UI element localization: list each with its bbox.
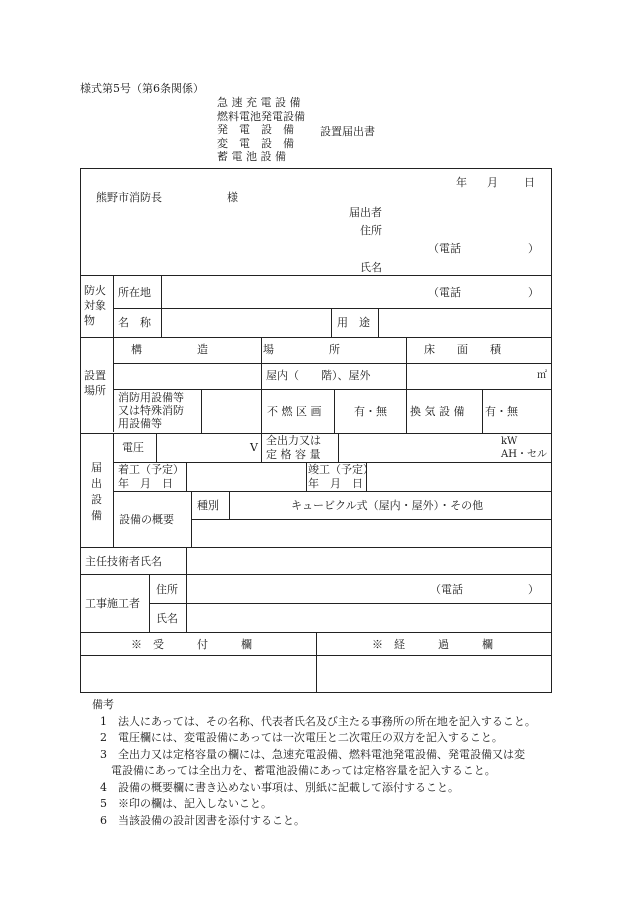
completion-date-label-2: 年 月 日 xyxy=(308,477,363,490)
row-divider xyxy=(113,308,551,309)
addressee: 熊野市消防長 xyxy=(96,191,162,204)
column-divider xyxy=(316,632,317,692)
notifier-phone-label: （電話 xyxy=(428,242,461,255)
column-divider xyxy=(113,433,114,547)
ah-cell-unit: AH・セル xyxy=(501,449,547,460)
equipment-section-2: 出 xyxy=(91,477,102,490)
form-number: 様式第5号（第6条関係） xyxy=(80,82,204,95)
column-divider xyxy=(149,574,150,632)
fireproof-yes-no: 有・無 xyxy=(354,405,387,418)
column-divider xyxy=(261,433,262,462)
column-divider xyxy=(201,389,202,433)
remark-item: 6 当該設備の設計図書を添付すること。 xyxy=(100,813,305,827)
fire-target-section-1: 防火 xyxy=(84,284,106,297)
column-divider xyxy=(378,308,379,337)
equipment-type-list xyxy=(217,96,305,164)
location-label: 所在地 xyxy=(118,286,151,299)
notifier-address-label: 住所 xyxy=(360,224,382,237)
remarks xyxy=(92,697,536,829)
column-divider xyxy=(331,308,332,337)
date-day-label: 日 xyxy=(524,176,535,189)
equipment-type: 急 速 充 電 設 備 xyxy=(217,96,301,109)
row-divider xyxy=(191,519,551,520)
remark-item-continued: 電設備にあっては全出力を、蓄電池設備にあっては定格容量を記入すること。 xyxy=(100,764,496,777)
place-header: 場 所 xyxy=(263,343,340,356)
structure-header: 構 造 xyxy=(131,343,208,356)
equipment-type: 発 電 設 備 xyxy=(217,123,294,136)
equipment-section-4: 備 xyxy=(91,509,102,522)
column-divider xyxy=(186,462,187,491)
contractor-section: 工事施工者 xyxy=(85,597,140,610)
output-label-line-2: 定 格 容 量 xyxy=(266,448,321,461)
contractor-phone-label: （電話 xyxy=(430,583,463,596)
column-divider xyxy=(406,337,407,389)
location-phone-close: ） xyxy=(528,286,539,299)
fire-equipment-line-2: 又は特殊消防 xyxy=(118,404,184,417)
equipment-type: 蓄 電 池 設 備 xyxy=(217,150,286,163)
notifier-phone-close: ） xyxy=(528,242,539,255)
equipment-type: 燃料電池発電設備 xyxy=(217,109,305,123)
completion-date-label-1: 竣工（予定） xyxy=(308,463,374,476)
contractor-address-label: 住所 xyxy=(156,583,178,596)
fire-target-section-3: 物 xyxy=(84,314,95,327)
remark-item: 1 法人にあっては、その名称、代表者氏名及び主たる事務所の所在地を記入すること。 xyxy=(100,714,536,728)
date-month-label: 月 xyxy=(487,176,498,189)
notification-form-table xyxy=(80,168,552,693)
fireproof-label: 不 燃 区 画 xyxy=(267,405,322,418)
contractor-name-label: 氏名 xyxy=(156,612,178,625)
notifier-name-label: 氏名 xyxy=(360,261,382,274)
contractor-phone-close: ） xyxy=(528,583,539,596)
remark-item: 2 電圧欄には、変電設備にあっては一次電圧と二次電圧の双方を記入すること。 xyxy=(100,731,503,744)
column-divider xyxy=(229,491,230,519)
installation-section-1: 設置 xyxy=(84,369,106,382)
reception-column-label: ※ 受 付 欄 xyxy=(131,638,252,651)
column-divider xyxy=(306,462,307,491)
indoor-outdoor: 屋内（ 階）、屋外 xyxy=(266,369,371,382)
row-divider xyxy=(81,275,551,276)
chief-engineer-label: 主任技術者氏名 xyxy=(85,555,162,568)
remark-item: 4 設備の概要欄に書き込めない事項は、別紙に記載して添付すること。 xyxy=(100,780,459,794)
fire-equipment-line-1: 消防用設備等 xyxy=(118,391,184,404)
type-options: キュービクル式（屋内・屋外）・その他 xyxy=(291,499,484,512)
type-label: 種別 xyxy=(197,499,219,512)
start-date-label-2: 年 月 日 xyxy=(118,477,173,490)
square-meter-unit: ㎡ xyxy=(537,370,547,381)
row-divider xyxy=(113,491,551,492)
column-divider xyxy=(161,275,162,337)
column-divider xyxy=(186,574,187,632)
location-phone-label: （電話 xyxy=(428,286,461,299)
progress-column-label: ※ 経 過 欄 xyxy=(372,638,493,651)
ventilation-yes-no: 有・無 xyxy=(485,405,518,418)
column-divider xyxy=(186,547,187,574)
row-divider xyxy=(149,603,551,604)
use-label: 用 途 xyxy=(337,316,370,329)
remarks-title: 備考 xyxy=(92,698,114,711)
volt-unit: V xyxy=(250,441,258,454)
kw-unit: kW xyxy=(501,436,518,447)
document-title: 設置届出書 xyxy=(320,125,375,138)
column-divider xyxy=(261,337,262,433)
target-name-label: 名 称 xyxy=(118,316,151,329)
equipment-section-3: 設 xyxy=(91,493,102,506)
honorific: 様 xyxy=(227,191,238,204)
column-divider xyxy=(113,275,114,432)
row-divider xyxy=(81,574,551,575)
row-divider xyxy=(81,547,551,548)
row-divider xyxy=(113,363,551,364)
column-divider xyxy=(156,433,157,462)
remark-item: 3 全出力又は定格容量の欄には、急速充電設備、燃料電池発電設備、発電設備又は変 xyxy=(100,747,525,761)
remark-item: 5 ※印の欄は、記入しないこと。 xyxy=(100,797,272,810)
start-date-label-1: 着工（予定） xyxy=(118,463,184,476)
column-divider xyxy=(482,389,483,433)
column-divider xyxy=(406,389,407,433)
date-year-label: 年 xyxy=(456,176,467,189)
equipment-section-1: 届 xyxy=(91,461,102,474)
row-divider xyxy=(81,337,551,338)
floor-area-header: 床 面 積 xyxy=(424,343,501,356)
row-divider xyxy=(113,389,551,390)
output-label-line-1: 全出力又は xyxy=(266,434,321,447)
fire-equipment-line-3: 用設備等 xyxy=(118,417,162,430)
ventilation-label: 換 気 設 備 xyxy=(410,405,465,418)
installation-section-2: 場所 xyxy=(84,384,106,397)
equipment-type: 変 電 設 備 xyxy=(217,136,294,150)
column-divider xyxy=(334,389,335,433)
fire-target-section-2: 対象 xyxy=(84,299,106,312)
column-divider xyxy=(191,491,192,547)
notifier-label: 届出者 xyxy=(349,206,382,219)
voltage-label: 電圧 xyxy=(122,441,144,454)
equipment-overview-label: 設備の概要 xyxy=(119,513,174,526)
column-divider xyxy=(338,433,339,462)
